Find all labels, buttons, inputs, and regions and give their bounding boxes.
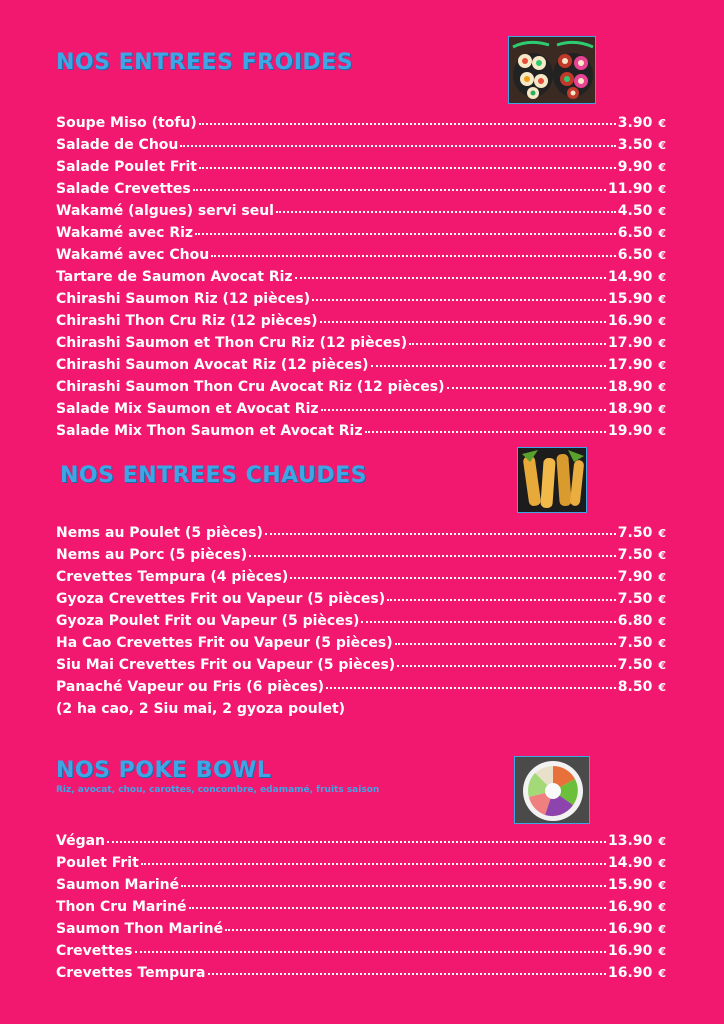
menu-list-poke-bowl — [56, 830, 666, 984]
menu-item — [56, 420, 666, 442]
item-name: Siu Mai Crevettes Frit ou Vapeur (5 pièces) — [56, 657, 396, 673]
item-price: 7.90 — [617, 569, 653, 585]
item-price: 14.90 — [608, 855, 653, 871]
item-name: Crevettes — [56, 943, 133, 959]
panache-composition-note: (2 ha cao, 2 Siu mai, 2 gyoza poulet) — [56, 701, 346, 717]
dot-leader — [265, 520, 616, 535]
item-price: 3.50 — [617, 137, 653, 153]
item-price: 4.50 — [617, 203, 653, 219]
menu-item — [56, 310, 666, 332]
menu-item — [56, 632, 666, 654]
dot-leader — [397, 652, 616, 667]
item-price: 11.90 — [608, 181, 653, 197]
item-name: Nems au Porc (5 pièces) — [56, 547, 248, 563]
item-price: 6.50 — [617, 225, 653, 241]
item-name: Gyoza Crevettes Frit ou Vapeur (5 pièces) — [56, 591, 386, 607]
item-name: Panaché Vapeur ou Fris (6 pièces) — [56, 679, 325, 695]
item-price: 18.90 — [608, 401, 653, 417]
dot-leader — [312, 286, 606, 301]
dot-leader — [107, 828, 606, 843]
item-name: Crevettes Tempura — [56, 965, 206, 981]
menu-item — [56, 376, 666, 398]
item-name: Poulet Frit — [56, 855, 139, 871]
dot-leader — [189, 894, 607, 909]
currency-symbol: € — [658, 527, 666, 540]
dot-leader — [249, 542, 616, 557]
currency-symbol: € — [658, 271, 666, 284]
dot-leader — [387, 586, 616, 601]
menu-item — [56, 178, 666, 200]
menu-item — [56, 398, 666, 420]
item-price: 15.90 — [608, 291, 653, 307]
item-price: 13.90 — [608, 833, 653, 849]
menu-item — [56, 112, 666, 134]
item-price: 16.90 — [608, 899, 653, 915]
item-name: Salade Crevettes — [56, 181, 191, 197]
currency-symbol: € — [658, 315, 666, 328]
currency-symbol: € — [658, 857, 666, 870]
currency-symbol: € — [658, 593, 666, 606]
menu-item — [56, 222, 666, 244]
item-price: 16.90 — [608, 921, 653, 937]
currency-symbol: € — [658, 681, 666, 694]
currency-symbol: € — [658, 337, 666, 350]
menu-item — [56, 918, 666, 940]
dot-leader — [295, 264, 606, 279]
currency-symbol: € — [658, 249, 666, 262]
menu-item — [56, 676, 666, 698]
dot-leader — [290, 564, 616, 579]
menu-item — [56, 200, 666, 222]
dot-leader — [365, 418, 607, 433]
currency-symbol: € — [658, 923, 666, 936]
item-name: Wakamé avec Chou — [56, 247, 210, 263]
currency-symbol: € — [658, 571, 666, 584]
dot-leader — [199, 154, 616, 169]
menu-item — [56, 566, 666, 588]
currency-symbol: € — [658, 967, 666, 980]
menu-item — [56, 852, 666, 874]
menu-item — [56, 830, 666, 852]
dot-leader — [321, 396, 607, 411]
menu-item — [56, 332, 666, 354]
menu-list-entrees-froides — [56, 112, 666, 442]
item-price: 7.50 — [617, 525, 653, 541]
currency-symbol: € — [658, 615, 666, 628]
currency-symbol: € — [658, 359, 666, 372]
currency-symbol: € — [658, 381, 666, 394]
dot-leader — [361, 608, 615, 623]
currency-symbol: € — [658, 549, 666, 562]
menu-item — [56, 896, 666, 918]
item-name: Ha Cao Crevettes Frit ou Vapeur (5 pièces) — [56, 635, 393, 651]
item-name: Crevettes Tempura (4 pièces) — [56, 569, 289, 585]
item-price: 7.50 — [617, 591, 653, 607]
item-price: 8.50 — [617, 679, 653, 695]
currency-symbol: € — [658, 879, 666, 892]
currency-symbol: € — [658, 139, 666, 152]
menu-item — [56, 266, 666, 288]
maki-rolls-photo — [508, 36, 596, 104]
item-price: 16.90 — [608, 313, 653, 329]
dot-leader — [395, 630, 616, 645]
item-name: Salade Mix Thon Saumon et Avocat Riz — [56, 423, 363, 439]
item-name: Nems au Poulet (5 pièces) — [56, 525, 263, 541]
menu-item — [56, 962, 666, 984]
dot-leader — [199, 110, 616, 125]
item-name: Chirashi Saumon Avocat Riz (12 pièces) — [56, 357, 369, 373]
dot-leader — [320, 308, 606, 323]
item-price: 7.50 — [617, 635, 653, 651]
item-name: Salade Mix Saumon et Avocat Riz — [56, 401, 319, 417]
dot-leader — [211, 242, 616, 257]
currency-symbol: € — [658, 183, 666, 196]
menu-item — [56, 588, 666, 610]
item-price: 17.90 — [608, 357, 653, 373]
dot-leader — [326, 674, 616, 689]
item-price: 17.90 — [608, 335, 653, 351]
item-name: Gyoza Poulet Frit ou Vapeur (5 pièces) — [56, 613, 360, 629]
menu-item — [56, 288, 666, 310]
menu-item — [56, 244, 666, 266]
menu-item — [56, 544, 666, 566]
dot-leader — [447, 374, 607, 389]
item-name: Soupe Miso (tofu) — [56, 115, 197, 131]
item-name: Chirashi Saumon Thon Cru Avocat Riz (12 pièces) — [56, 379, 445, 395]
item-price: 6.50 — [617, 247, 653, 263]
item-price: 15.90 — [608, 877, 653, 893]
item-name: Wakamé avec Riz — [56, 225, 194, 241]
item-name: Saumon Thon Mariné — [56, 921, 224, 937]
menu-item — [56, 610, 666, 632]
currency-symbol: € — [658, 403, 666, 416]
item-name: Chirashi Saumon Riz (12 pièces) — [56, 291, 311, 307]
item-name: Végan — [56, 833, 105, 849]
item-name: Chirashi Thon Cru Riz (12 pièces) — [56, 313, 318, 329]
currency-symbol: € — [658, 161, 666, 174]
currency-symbol: € — [658, 293, 666, 306]
currency-symbol: € — [658, 637, 666, 650]
section-title-poke-bowl: NOS POKE BOWL — [56, 758, 272, 783]
currency-symbol: € — [658, 945, 666, 958]
section-title-entrees-froides: NOS ENTREES FROIDES — [56, 50, 354, 75]
item-price: 14.90 — [608, 269, 653, 285]
item-price: 7.50 — [617, 657, 653, 673]
currency-symbol: € — [658, 205, 666, 218]
dot-leader — [409, 330, 606, 345]
menu-item — [56, 940, 666, 962]
item-name: Wakamé (algues) servi seul — [56, 203, 274, 219]
poke-bowl-photo — [514, 756, 590, 824]
menu-item — [56, 874, 666, 896]
poke-bowl-ingredients: Riz, avocat, chou, carottes, concombre, edamamé, fruits saison — [56, 785, 380, 795]
currency-symbol: € — [658, 901, 666, 914]
item-price: 19.90 — [608, 423, 653, 439]
dot-leader — [135, 938, 607, 953]
currency-symbol: € — [658, 659, 666, 672]
menu-list-entrees-chaudes — [56, 522, 666, 698]
item-name: Chirashi Saumon et Thon Cru Riz (12 pièces) — [56, 335, 408, 351]
dot-leader — [195, 220, 616, 235]
item-price: 16.90 — [608, 943, 653, 959]
item-price: 3.90 — [617, 115, 653, 131]
currency-symbol: € — [658, 425, 666, 438]
currency-symbol: € — [658, 117, 666, 130]
item-price: 9.90 — [617, 159, 653, 175]
dot-leader — [371, 352, 607, 367]
dot-leader — [141, 850, 606, 865]
section-title-entrees-chaudes: NOS ENTREES CHAUDES — [60, 463, 367, 488]
item-price: 16.90 — [608, 965, 653, 981]
dot-leader — [193, 176, 606, 191]
item-name: Salade de Chou — [56, 137, 179, 153]
dot-leader — [276, 198, 616, 213]
dot-leader — [208, 960, 607, 975]
currency-symbol: € — [658, 227, 666, 240]
menu-item — [56, 354, 666, 376]
item-name: Tartare de Saumon Avocat Riz — [56, 269, 293, 285]
menu-item — [56, 134, 666, 156]
dot-leader — [181, 872, 606, 887]
dot-leader — [180, 132, 615, 147]
spring-rolls-photo — [517, 447, 587, 513]
menu-item — [56, 654, 666, 676]
menu-item — [56, 156, 666, 178]
item-price: 7.50 — [617, 547, 653, 563]
item-name: Saumon Mariné — [56, 877, 180, 893]
dot-leader — [225, 916, 606, 931]
item-name: Thon Cru Mariné — [56, 899, 187, 915]
item-price: 18.90 — [608, 379, 653, 395]
item-price: 6.80 — [617, 613, 653, 629]
menu-item — [56, 522, 666, 544]
currency-symbol: € — [658, 835, 666, 848]
item-name: Salade Poulet Frit — [56, 159, 197, 175]
